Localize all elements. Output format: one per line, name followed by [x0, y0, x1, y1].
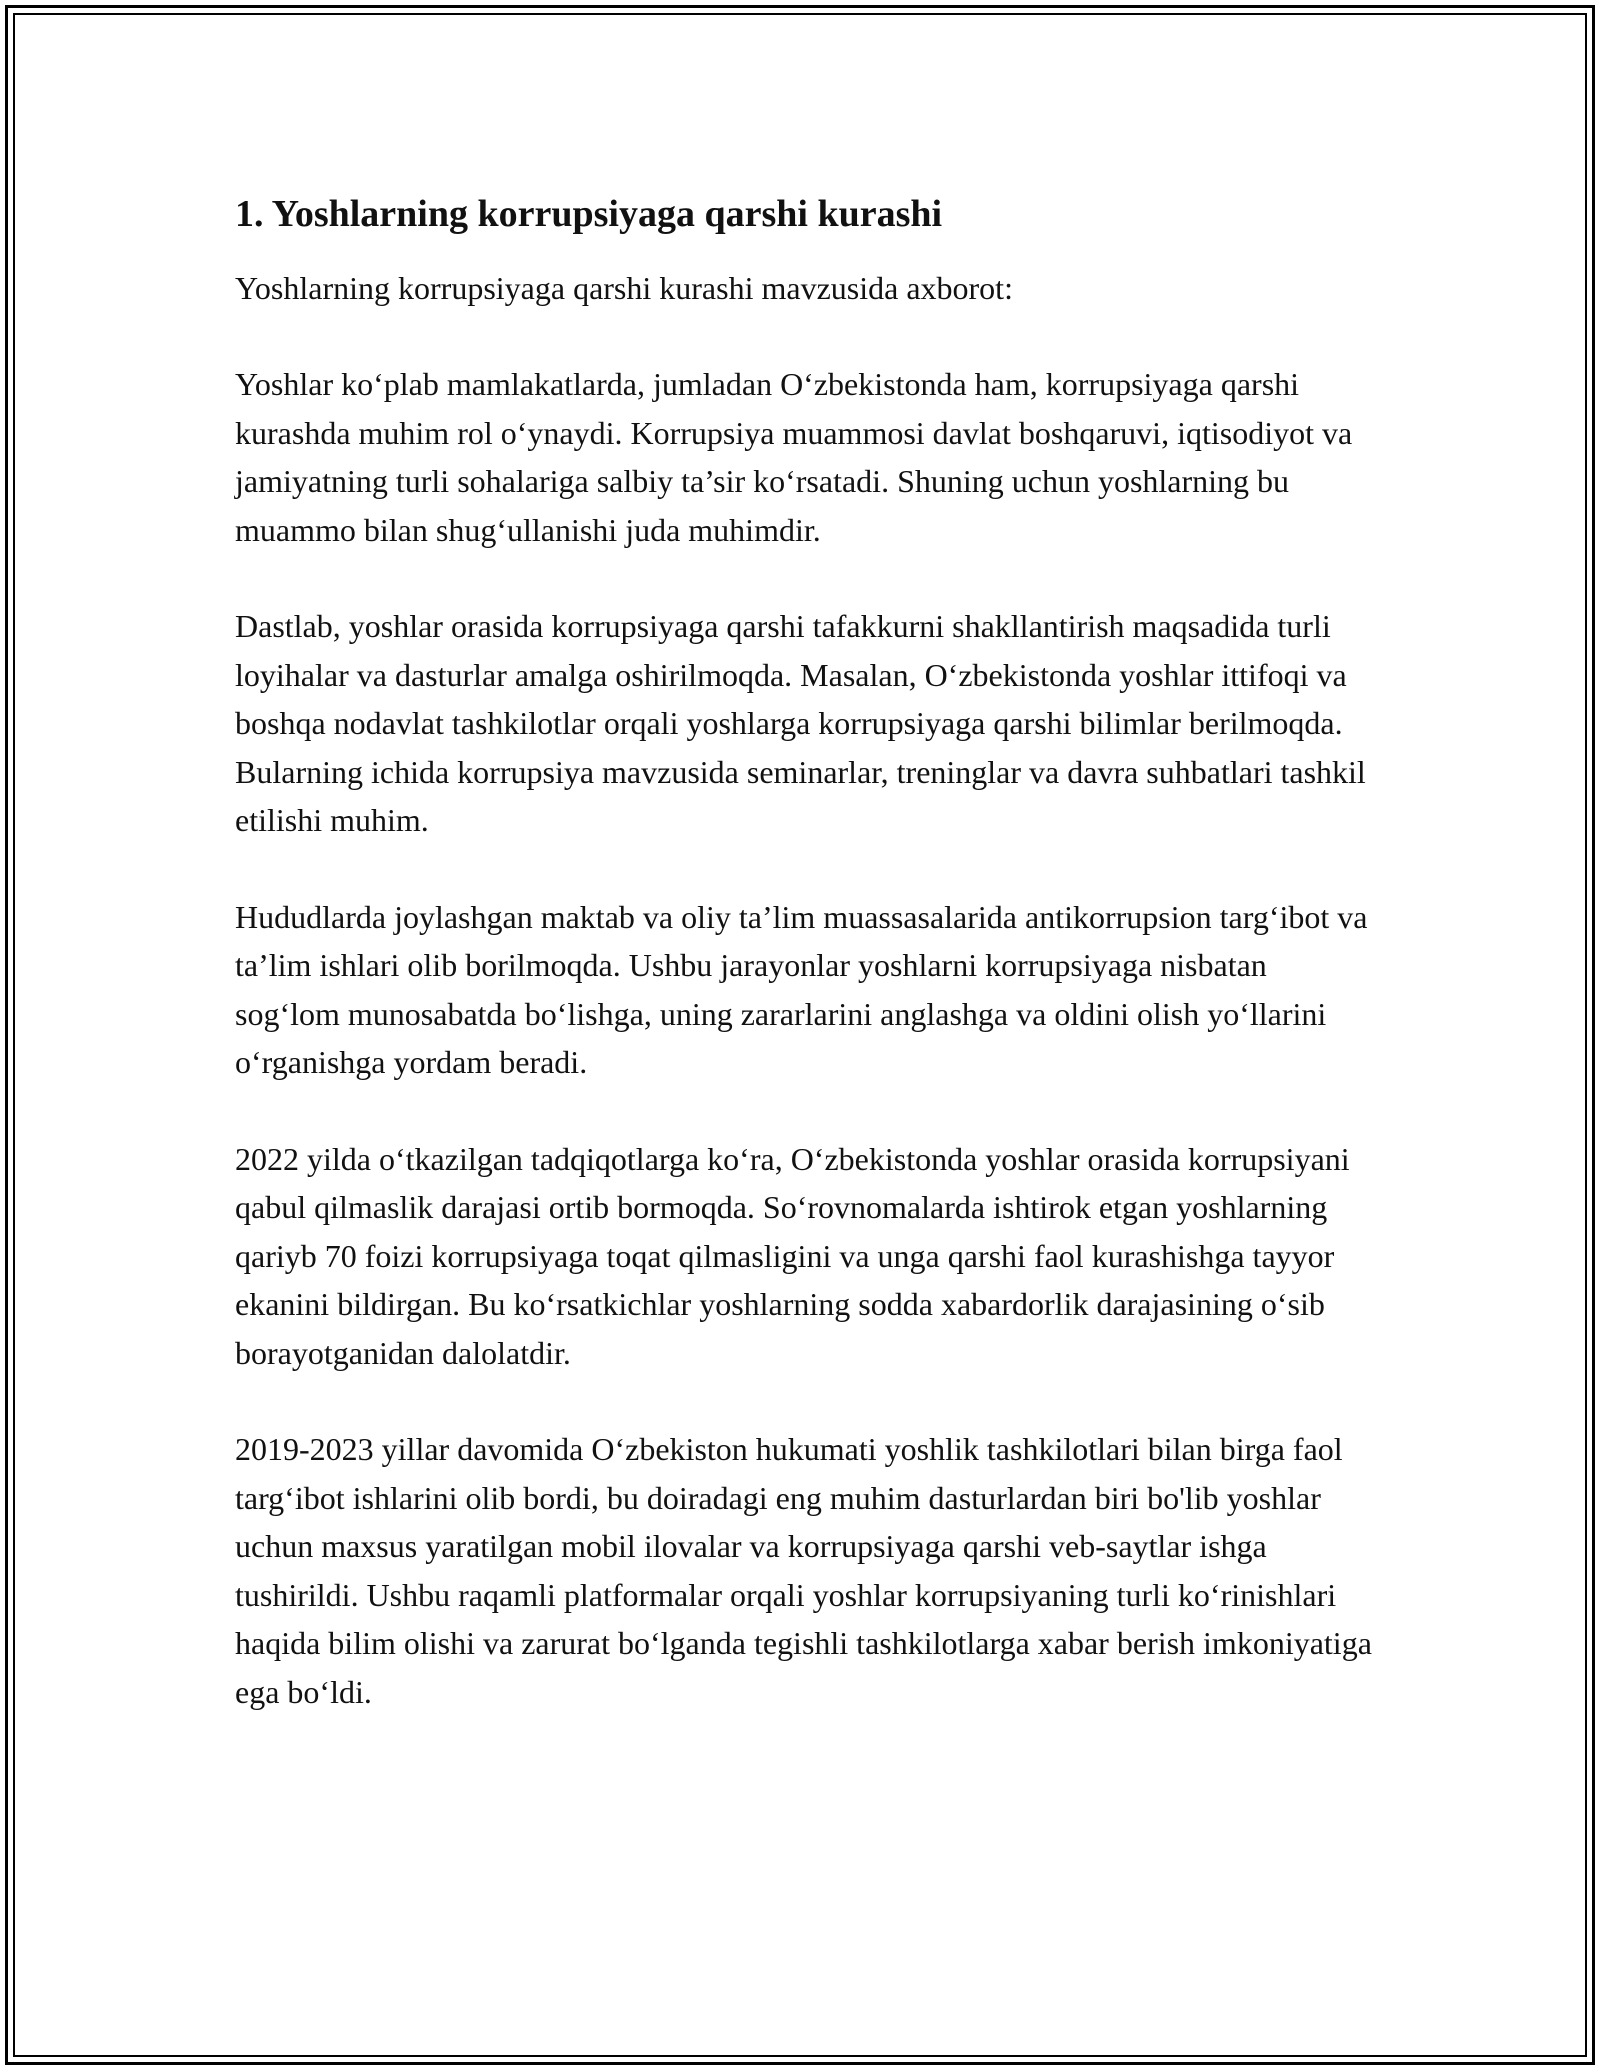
paragraph-research-2022: 2022 yilda o‘tkazilgan tadqiqotlarga ko‘ra, O‘zbekistonda yoshlar orasida korrupsiyani qabul qilmaslik darajasi ortib bormoqda. So‘rovnomalarda ishtirok etgan yoshlarning qariyb 70 foizi korrupsiyaga toqat qilmasligini va unga qarshi faol kurashishga tayyor ekanini bildirgan. Bu ko‘rsatkichlar yoshlarning sodda xabardorlik darajasining o‘sib borayotganidan dalolatdir.	[235, 1140, 1350, 1371]
section-heading: 1. Yoshlarning korrupsiyaga qarshi kurashi	[235, 193, 943, 235]
paragraph-programs: Dastlab, yoshlar orasida korrupsiyaga qarshi tafakkurni shakllantirish maqsadida turli loyihalar va dasturlar amalga oshirilmoqda. Masalan, O‘zbekistonda yoshlar ittifoqi va boshqa nodavlat tashkilotlar orqali yoshlarga korrupsiyaga qarshi bilimlar berilmoqda. Bularning ichida korrupsiya mavzusida seminarlar, treninglar va davra suhbatlari tashkil etilishi muhim.	[235, 608, 1366, 838]
intro-line: Yoshlarning korrupsiyaga qarshi kurashi mavzusida axborot:	[235, 270, 1013, 306]
document-body	[235, 186, 1375, 1764]
paragraph-youth-role: Yoshlar ko‘plab mamlakatlarda, jumladan O‘zbekistonda ham, korrupsiyaga qarshi kurashda muhim rol o‘ynaydi. Korrupsiya muammosi davlat boshqaruvi, iqtisodiyot va jamiyatning turli sohalariga salbiy ta’sir ko‘rsatadi. Shuning uchun yoshlarning bu muammo bilan shug‘ullanishi juda muhimdir.	[235, 366, 1353, 548]
paragraph-digital-platforms: 2019-2023 yillar davomida O‘zbekiston hukumati yoshlik tashkilotlari bilan birga faol targ‘ibot ishlarini olib bordi, bu doiradagi eng muhim dasturlardan biri bo'lib yoshlar uchun maxsus yaratilgan mobil ilovalar va korrupsiyaga qarshi veb-saytlar ishga tushirildi. Ushbu raqamli platformalar orqali yoshlar korrupsiyaning turli ko‘rinishlari haqida bilim olishi va zarurat bo‘lganda tegishli tashkilotlarga xabar berish imkoniyatiga ega bo‘ldi.	[235, 1431, 1372, 1710]
paragraph-education: Hududlarda joylashgan maktab va oliy ta’lim muassasalarida antikorrupsion targ‘ibot va ta’lim ishlari olib borilmoqda. Ushbu jarayonlar yoshlarni korrupsiyaga nisbatan sog‘lom munosabatda bo‘lishga, uning zararlarini anglashga va oldini olish yo‘llarini o‘rganishga yordam beradi.	[235, 898, 1368, 1080]
